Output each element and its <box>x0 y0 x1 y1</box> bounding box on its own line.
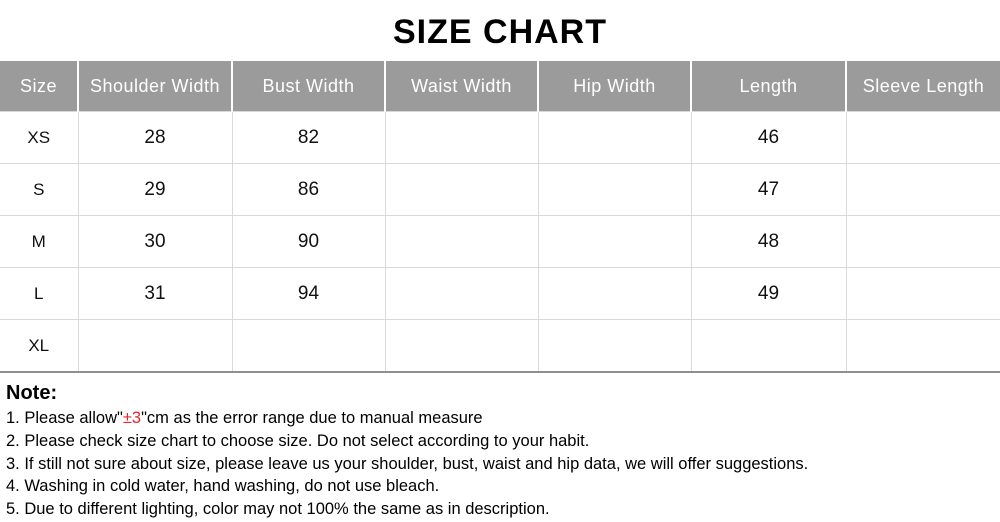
cell-hip <box>538 216 691 268</box>
column-header-length: Length <box>691 61 846 112</box>
table-row <box>0 216 1000 268</box>
cell-length: 48 <box>691 216 846 268</box>
cell-length: 46 <box>691 112 846 164</box>
note-line-3: 3. If still not sure about size, please leave us your shoulder, bust, waist and hip data, we will offer suggestions. <box>6 454 809 473</box>
note-line-5: 5. Due to different lighting, color may not 100% the same as in description. <box>6 499 550 518</box>
notes-section <box>0 373 1000 520</box>
cell-hip <box>538 268 691 320</box>
size-chart-table <box>0 61 1000 373</box>
cell-waist <box>385 112 538 164</box>
cell-hip <box>538 164 691 216</box>
cell-size: S <box>0 164 78 216</box>
column-header-bust-width: Bust Width <box>232 61 385 112</box>
cell-sleeve <box>846 112 1000 164</box>
column-header-sleeve-length: Sleeve Length <box>846 61 1000 112</box>
cell-sleeve <box>846 268 1000 320</box>
note-line-2: 2. Please check size chart to choose size. Do not select according to your habit. <box>6 432 590 451</box>
cell-size: XL <box>0 320 78 373</box>
table-header-row <box>0 61 1000 112</box>
note-1-suffix: "cm as the error range due to manual measure <box>141 409 483 428</box>
cell-sleeve <box>846 216 1000 268</box>
note-1-tolerance: ±3 <box>122 409 142 428</box>
page-title: SIZE CHART <box>393 13 607 51</box>
cell-length: 47 <box>691 164 846 216</box>
cell-waist <box>385 216 538 268</box>
cell-hip <box>538 112 691 164</box>
column-header-waist-width: Waist Width <box>385 61 538 112</box>
cell-hip <box>538 320 691 373</box>
cell-shoulder <box>78 320 232 373</box>
cell-waist <box>385 164 538 216</box>
table-row <box>0 268 1000 320</box>
cell-waist <box>385 320 538 373</box>
column-header-size: Size <box>0 61 78 112</box>
note-line-1 <box>6 407 994 430</box>
cell-shoulder: 28 <box>78 112 232 164</box>
cell-bust: 90 <box>232 216 385 268</box>
cell-length: 49 <box>691 268 846 320</box>
column-header-shoulder-width: Shoulder Width <box>78 61 232 112</box>
table-row <box>0 112 1000 164</box>
cell-size: L <box>0 268 78 320</box>
cell-size: M <box>0 216 78 268</box>
column-header-hip-width: Hip Width <box>538 61 691 112</box>
cell-bust: 86 <box>232 164 385 216</box>
cell-sleeve <box>846 320 1000 373</box>
table-row <box>0 164 1000 216</box>
cell-shoulder: 31 <box>78 268 232 320</box>
cell-bust <box>232 320 385 373</box>
cell-bust: 94 <box>232 268 385 320</box>
cell-bust: 82 <box>232 112 385 164</box>
cell-shoulder: 29 <box>78 164 232 216</box>
note-line-4: 4. Washing in cold water, hand washing, do not use bleach. <box>6 477 440 496</box>
cell-length <box>691 320 846 373</box>
cell-waist <box>385 268 538 320</box>
cell-sleeve <box>846 164 1000 216</box>
table-row <box>0 320 1000 373</box>
notes-heading: Note: <box>6 382 58 405</box>
cell-shoulder: 30 <box>78 216 232 268</box>
note-1-prefix: 1. Please allow" <box>6 409 123 428</box>
cell-size: XS <box>0 112 78 164</box>
